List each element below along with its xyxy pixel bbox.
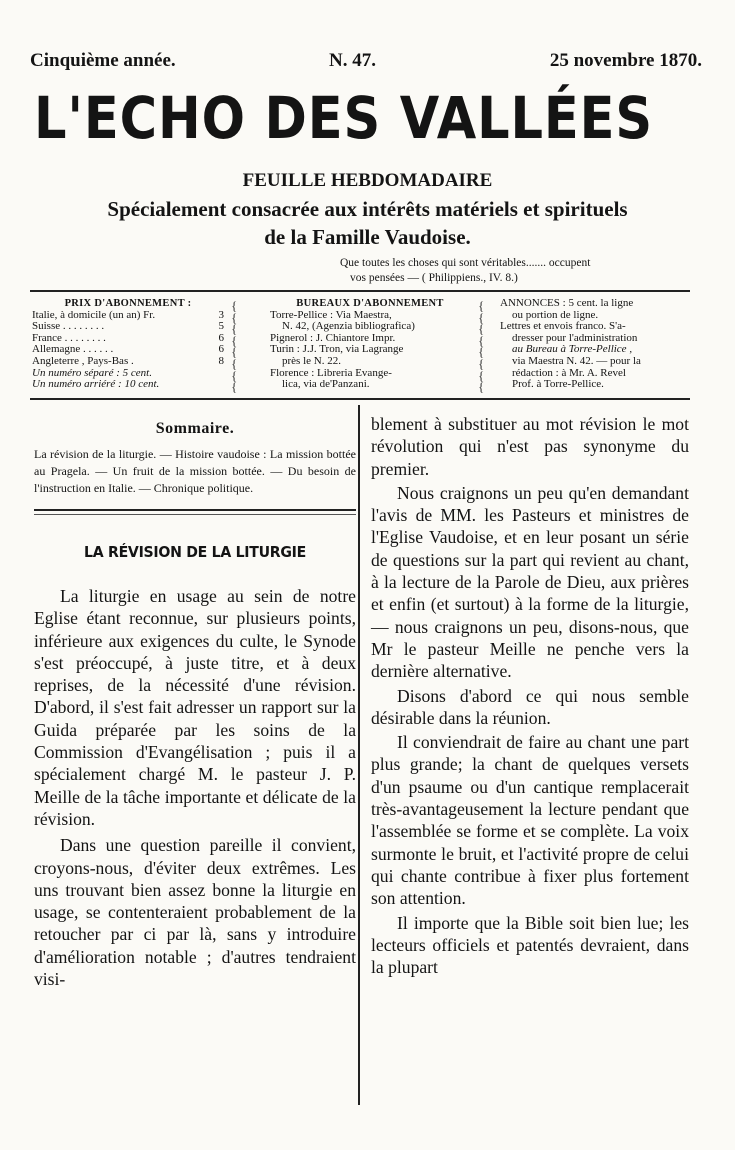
sommaire-divider-thin (34, 514, 356, 515)
subscription-prices (32, 298, 224, 391)
epigraph-line-2: vos pensées — ( Philippiens., IV. 8.) (350, 272, 518, 284)
office-line: Pignerol : J. Chiantore Impr. (270, 331, 396, 344)
article-paragraph: blement à substituer au mot révision le mot révolution qui n'est pas synonyme du premier. (371, 414, 689, 479)
office-line: N. 42, (Agenzia bibliografica) (282, 320, 415, 333)
price-row: France . . . . . . . . 6 (32, 331, 224, 344)
announce-line: ANNONCES : 5 cent. la ligne (500, 297, 634, 309)
announce-line: Prof. à Torre-Pellice. (512, 378, 604, 391)
office-line: Florence : Libreria Evange- (270, 366, 392, 379)
article-paragraph: Il importe que la Bible soit bien lue; les lecteurs officiels et patentés devraient, dans la plupart (371, 912, 689, 978)
article-paragraph: La liturgie en usage au sein de notre Eglise étant reconnue, sur plusieurs points, inférieure aux exigences du culte, le Synode s'est préoccupé, à juste titre, et à deux reprises, de la nécessité d'une révision. D'abord, il s'est fait adresser un rapport sur la Guida préparée par les soins de la Commission d'Evangélisation ; puis il a spécialement chargé M. le pasteur J. P. Meille de la tâche importante et délicate de la révision. (34, 586, 356, 829)
office-line: Torre-Pellice : Via Maestra, (270, 308, 392, 321)
announcements (500, 298, 692, 391)
article-paragraph: Dans une question pareille il convient, croyons-nous, d'éviter deux extrêmes. Les uns trouvant bien assez bonne la liturgie en usage, se contenteraient probablement de la retoucher par ci par là, sans y introduire d'amélioration notable ; d'autres tendraient visi- (34, 835, 356, 990)
announce-line: rédaction : à Mr. A. Revel (512, 366, 626, 379)
top-divider (30, 290, 690, 292)
tagline-line-1: Spécialement consacrée aux intérêts matériels et spirituels (107, 197, 628, 221)
sommaire-divider (34, 509, 356, 511)
single-issue-price: Un numéro séparé : 5 cent. (32, 366, 152, 379)
announce-line: au Bureau à Torre-Pellice , (512, 343, 633, 356)
article-paragraph: Disons d'abord ce qui nous semble désirable dans la réunion. (371, 685, 689, 728)
left-column (34, 420, 356, 990)
office-line: lica, via de'Panzani. (282, 378, 370, 391)
epigraph (340, 256, 685, 286)
price-row: Italie, à domicile (un an) Fr. 3 (32, 308, 224, 321)
price-row: Suisse . . . . . . . . 5 (32, 320, 224, 333)
tagline-line-2: de la Famille Vaudoise. (264, 225, 471, 249)
price-row: Allemagne . . . . . . 6 (32, 343, 224, 356)
subscription-offices (270, 298, 470, 391)
sommaire-title: Sommaire. (155, 420, 235, 437)
announce-line: ou portion de ligne. (512, 308, 599, 321)
brace-divider: { { { { { { { { (231, 298, 238, 395)
column-divider (358, 405, 360, 1105)
issue-number: N. 47. (329, 50, 376, 71)
brace-divider: { { { { { { { { (478, 298, 485, 395)
announce-line: via Maestra N. 42. — pour la (512, 354, 641, 367)
article-body-right (371, 413, 689, 978)
article-heading: LA RÉVISION DE LA LITURGIE (84, 543, 306, 561)
back-issue-price: Un numéro arriéré : 10 cent. (32, 378, 160, 391)
price-row: Angleterre , Pays-Bas . 8 (32, 354, 224, 367)
office-line: Turin : J.J. Tron, via Lagrange (270, 343, 404, 356)
article-body-left (34, 585, 356, 990)
info-box-divider (30, 398, 690, 400)
newspaper-subtitle: FEUILLE HEBDOMADAIRE (242, 170, 493, 191)
article-paragraph: Il conviendrait de faire au chant une part plus grande; la chant de quelques versets d'un psaume ou d'un cantique remplacerait très-avantageusement la lecture pendant que l'assemblée se forme et se complète. La voix surmonte le bruit, et l'activité propre de celui qui chante contribue à fixer plus fortement son attention. (371, 732, 689, 909)
issue-date: 25 novembre 1870. (549, 50, 702, 71)
announce-line: dresser pour l'administration (512, 331, 638, 344)
article-paragraph: Nous craignons un peu qu'en demandant l'avis de MM. les Pasteurs et ministres de l'Eglise Vaudoise, et en leur posant un série de questions sur la part qui revient au chant, à la lecture de la Parole de Dieu, aux prières et enfin (et surtout) à la forme de la liturgie, — nous craignons un peu, disons-nous, que Mr le pasteur Meille ne penche vers la dernière alternative. (371, 482, 689, 682)
office-line: près le N. 22. (282, 354, 341, 367)
subscription-heading: PRIX D'ABONNEMENT : (64, 298, 192, 309)
announce-line: Lettres et envois franco. S'a- (500, 320, 626, 333)
offices-heading: BUREAUX D'ABONNEMENT (296, 298, 444, 309)
sommaire-text: La révision de la liturgie. — Histoire vaudoise : La mission bottée au Pragela. — Un fruit de la mission bottée. — Du besoin de l'instruction en Italie. — Chronique politique. (34, 447, 356, 495)
edition-label: Cinquième année. (30, 50, 176, 71)
epigraph-line-1: Que toutes les choses qui sont véritables....... occupent (340, 257, 591, 269)
newspaper-title: L'ECHO DES VALLÉES (34, 84, 654, 152)
